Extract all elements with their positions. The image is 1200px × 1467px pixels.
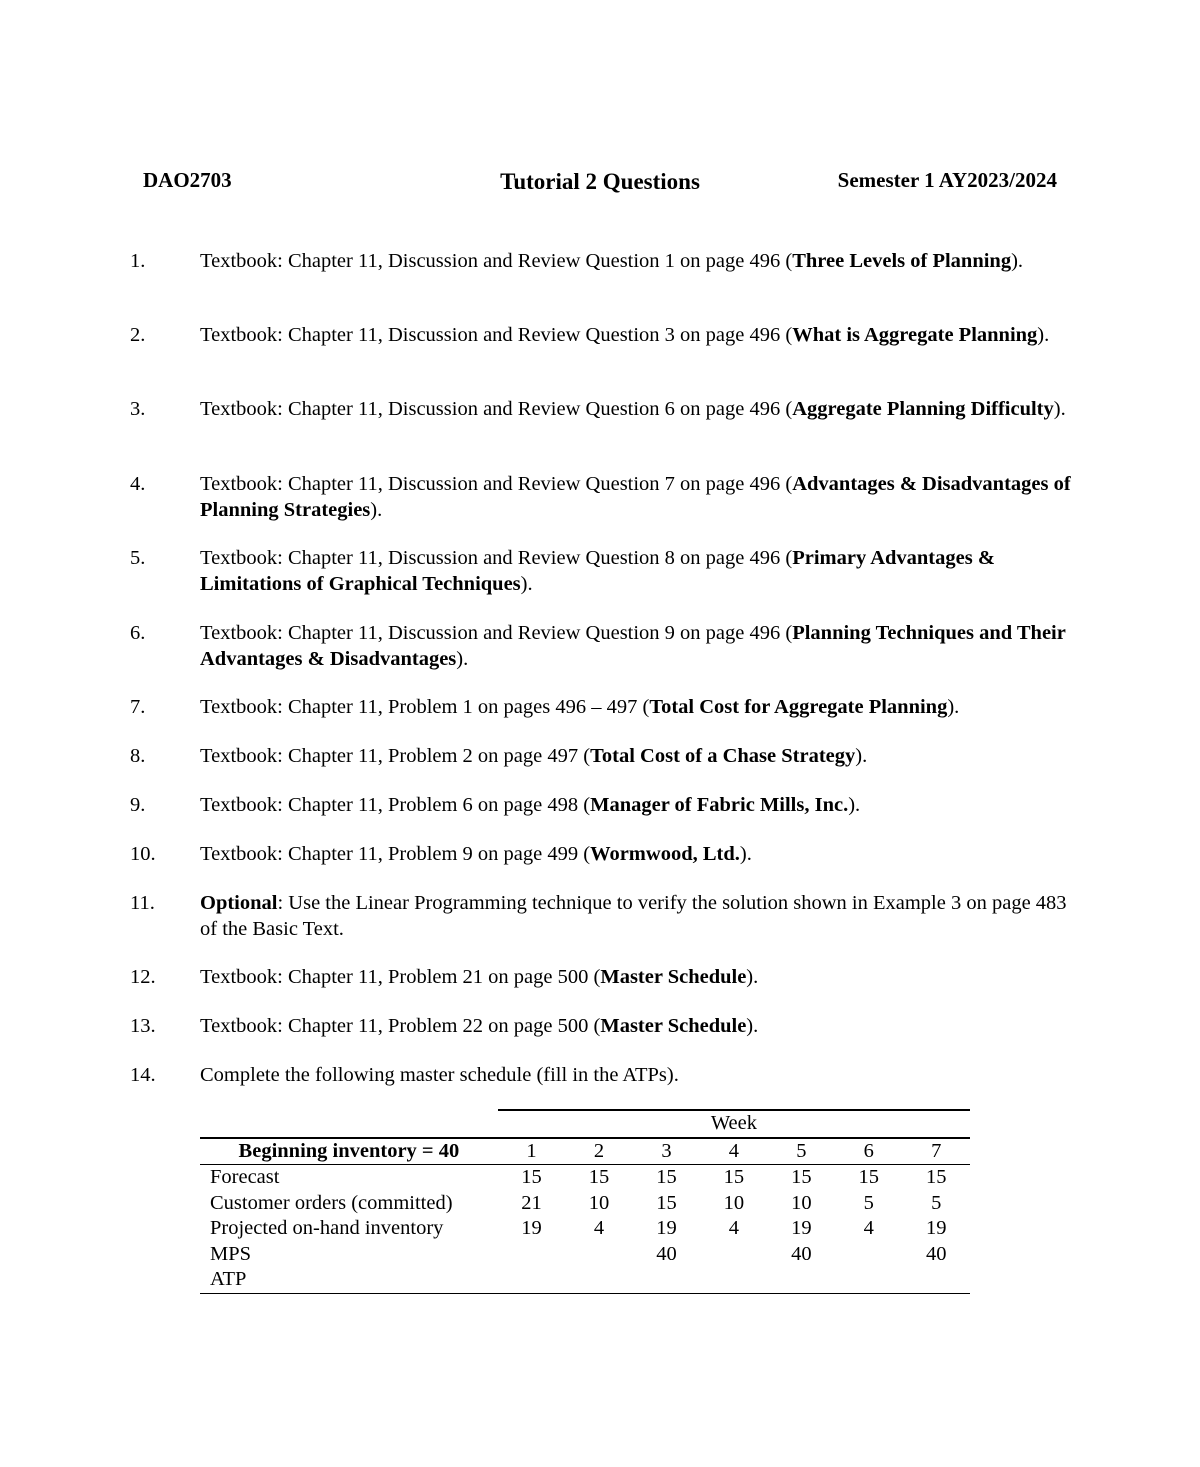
question-text-end: ). xyxy=(1053,398,1066,420)
week-number: 6 xyxy=(835,1138,902,1165)
question-number: 10. xyxy=(130,843,156,865)
table-cell: 5 xyxy=(863,1191,874,1214)
question-item xyxy=(130,841,1080,867)
table-row xyxy=(200,1191,970,1217)
week-number: 3 xyxy=(633,1138,700,1165)
table-cell: 15 xyxy=(656,1166,677,1188)
question-number: 12. xyxy=(130,966,156,988)
question-number: 2. xyxy=(130,324,146,346)
question-number: 9. xyxy=(130,794,146,816)
question-item xyxy=(130,792,1080,818)
question-text: Textbook: Chapter 11, Discussion and Review Question 8 on page 496 ( xyxy=(200,547,793,569)
table-cell: 19 xyxy=(656,1217,677,1239)
table-cell xyxy=(498,1242,565,1268)
question-text: Textbook: Chapter 11, Discussion and Review Question 7 on page 496 ( xyxy=(200,473,793,495)
question-topic: Master Schedule xyxy=(600,1015,747,1037)
table-cell xyxy=(565,1242,632,1268)
table-cell xyxy=(835,1242,902,1268)
question-item xyxy=(130,396,1080,422)
question-topic: Total Cost for Aggregate Planning xyxy=(649,696,948,718)
question-number: 4. xyxy=(130,473,146,495)
question-text: Complete the following master schedule (fill in the ATPs). xyxy=(200,1064,679,1086)
question-item xyxy=(130,964,1080,990)
semester-label: Semester 1 AY2023/2024 xyxy=(837,168,1057,192)
question-number: 8. xyxy=(130,745,146,767)
week-number: 7 xyxy=(903,1138,970,1165)
table-cell: 19 xyxy=(926,1217,947,1239)
table-cell: 10 xyxy=(588,1191,610,1214)
table-cell xyxy=(700,1242,767,1268)
question-text-end: ). xyxy=(746,966,759,988)
question-text: Textbook: Chapter 11, Problem 2 on page 497 ( xyxy=(200,745,591,767)
table-cell: 19 xyxy=(791,1217,812,1239)
question-topic: Aggregate Planning Difficulty xyxy=(792,398,1054,420)
question-text-end: : Use the Linear Programming technique to verify the solution shown in Example 3 on page 483 of the Basic Text. xyxy=(200,892,1067,940)
question-number: 13. xyxy=(130,1015,156,1037)
question-topic: Master Schedule xyxy=(600,966,747,988)
question-number: 3. xyxy=(130,398,146,420)
question-text: Textbook: Chapter 11, Problem 22 on page 500 ( xyxy=(200,1015,601,1037)
row-label: Forecast xyxy=(210,1166,280,1188)
question-item xyxy=(130,1013,1080,1039)
table-row xyxy=(200,1267,970,1293)
question-item xyxy=(130,322,1080,348)
table-cell xyxy=(700,1267,767,1293)
question-text: Textbook: Chapter 11, Problem 6 on page 498 ( xyxy=(200,794,591,816)
question-text: Textbook: Chapter 11, Discussion and Review Question 9 on page 496 ( xyxy=(200,622,793,644)
question-text-end: ). xyxy=(947,696,960,718)
week-number: 1 xyxy=(498,1138,565,1165)
week-number: 4 xyxy=(700,1138,767,1165)
row-label: MPS xyxy=(210,1242,252,1265)
question-text-end: ). xyxy=(848,794,861,816)
question-text-end: ). xyxy=(1011,250,1024,272)
question-topic: Primary Advantages & Limitations of Graphical Techniques xyxy=(200,547,995,595)
question-item xyxy=(130,471,1080,523)
table-cell: 10 xyxy=(723,1191,745,1214)
question-topic: Planning Techniques and Their Advantages & Disadvantages xyxy=(200,622,1066,670)
table-cell: 40 xyxy=(656,1242,677,1265)
table-row xyxy=(200,1242,970,1268)
table-corner xyxy=(200,1110,498,1138)
table-cell: 15 xyxy=(723,1166,745,1188)
table-cell: 15 xyxy=(521,1166,542,1188)
question-item xyxy=(130,694,1080,720)
table-cell xyxy=(835,1267,902,1293)
question-text-end: ). xyxy=(456,648,469,670)
table-cell: 15 xyxy=(791,1166,812,1188)
question-number: 1. xyxy=(130,250,146,272)
row-label: Customer orders (committed) xyxy=(210,1191,453,1214)
question-number: 14. xyxy=(130,1064,156,1086)
question-topic: Manager of Fabric Mills, Inc. xyxy=(590,794,849,816)
table-cell: 4 xyxy=(728,1217,740,1239)
question-number: 6. xyxy=(130,622,146,644)
question-text: Textbook: Chapter 11, Discussion and Review Question 1 on page 496 ( xyxy=(200,250,793,272)
question-text-end: ). xyxy=(746,1015,759,1037)
question-item xyxy=(130,743,1080,769)
table-cell: 4 xyxy=(863,1217,874,1239)
table-cell: 15 xyxy=(588,1166,610,1188)
table-row xyxy=(200,1165,970,1191)
table-cell xyxy=(633,1267,700,1293)
table-cell: 40 xyxy=(791,1242,812,1265)
question-text: Textbook: Chapter 11, Problem 9 on page 499 ( xyxy=(200,843,591,865)
course-code: DAO2703 xyxy=(143,168,232,192)
table-cell: 19 xyxy=(521,1217,542,1239)
table-cell: 10 xyxy=(791,1191,812,1214)
question-item xyxy=(130,545,1080,597)
question-topic: What is Aggregate Planning xyxy=(792,324,1038,346)
question-topic: Wormwood, Ltd. xyxy=(590,843,740,865)
question-text: Textbook: Chapter 11, Problem 21 on page 500 ( xyxy=(200,966,601,988)
table-cell: 15 xyxy=(656,1191,677,1214)
table-cell: 40 xyxy=(926,1242,947,1265)
question-text-end: ). xyxy=(520,573,533,595)
question-number: 5. xyxy=(130,547,146,569)
question-number: 11. xyxy=(130,892,155,914)
week-number: 2 xyxy=(565,1138,632,1165)
question-text-end: ). xyxy=(1037,324,1050,346)
table-cell: 5 xyxy=(931,1191,942,1214)
table-cell xyxy=(565,1267,632,1293)
question-text: Textbook: Chapter 11, Problem 1 on pages 496 – 497 ( xyxy=(200,696,650,718)
question-topic: Total Cost of a Chase Strategy xyxy=(590,745,856,767)
question-text: Textbook: Chapter 11, Discussion and Review Question 3 on page 496 ( xyxy=(200,324,793,346)
table-cell xyxy=(498,1267,565,1293)
beginning-inventory-label: Beginning inventory = 40 xyxy=(200,1138,498,1165)
table-cell: 21 xyxy=(521,1191,542,1214)
question-topic: Three Levels of Planning xyxy=(792,250,1012,272)
question-text-end: ). xyxy=(739,843,752,865)
week-header: Week xyxy=(498,1110,970,1138)
question-topic: Advantages & Disadvantages of Planning Strategies xyxy=(200,473,1071,521)
question-item xyxy=(130,620,1080,672)
question-text: Textbook: Chapter 11, Discussion and Review Question 6 on page 496 ( xyxy=(200,398,793,420)
question-item xyxy=(130,248,1080,274)
week-number: 5 xyxy=(768,1138,835,1165)
table-cell: 4 xyxy=(593,1217,605,1239)
table-cell: 15 xyxy=(858,1166,880,1188)
question-number: 7. xyxy=(130,696,146,718)
row-label: Projected on-hand inventory xyxy=(210,1217,444,1239)
table-cell xyxy=(903,1267,970,1293)
table-cell: 15 xyxy=(926,1166,947,1188)
table-cell xyxy=(768,1267,835,1293)
master-schedule-table xyxy=(200,1109,970,1294)
question-text-end: ). xyxy=(370,499,383,521)
row-label: ATP xyxy=(200,1267,498,1293)
question-item xyxy=(130,890,1080,942)
page-title: Tutorial 2 Questions xyxy=(500,169,700,194)
table-row xyxy=(200,1216,970,1242)
question-text-end: ). xyxy=(855,745,868,767)
question-topic: Optional xyxy=(200,892,278,914)
question-item xyxy=(130,1062,1080,1088)
